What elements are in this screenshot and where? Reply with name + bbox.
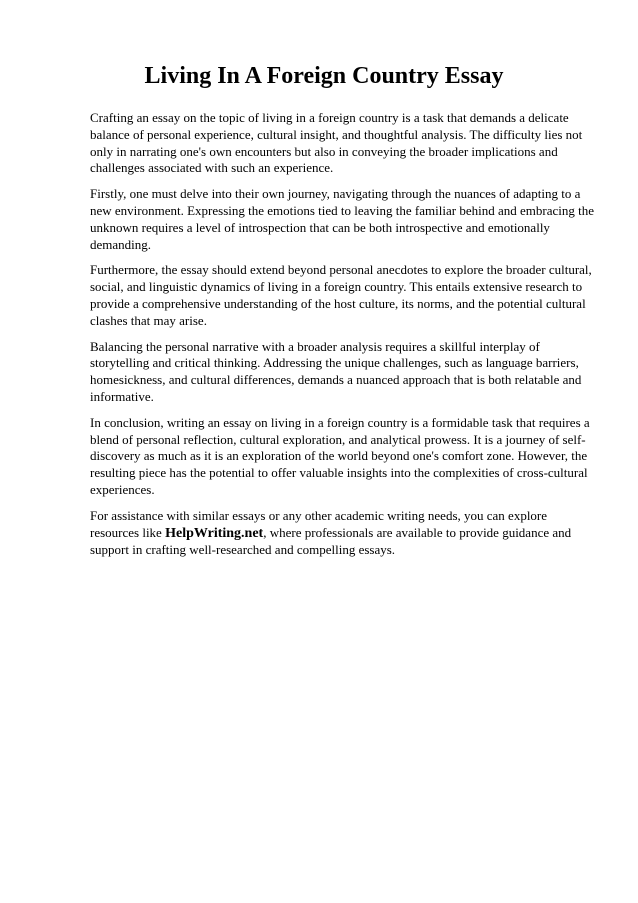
paragraph-intro: Crafting an essay on the topic of living in a foreign country is a task that demands a delicate balance of personal experience, cultural insight, and thoughtful analysis. The difficulty lies not only in narrating one's own encounters but also in conveying the broader implications and challenges associated with such an experience. bbox=[90, 110, 583, 176]
brand-name: HelpWriting.net bbox=[165, 525, 264, 541]
closing-text-after: , where professionals are available to provide guidance and support in crafting well-researched and compelling essays. bbox=[90, 524, 572, 558]
document-title: Living In A Foreign Country Essay bbox=[144, 63, 504, 89]
paragraph-closing bbox=[90, 508, 598, 559]
paragraph-furthermore: Furthermore, the essay should extend beyond personal anecdotes to explore the broader cultural, social, and linguistic dynamics of living in a foreign country. This entails extensive research to provide a comprehensive understanding of the host culture, its norms, and the potential cultural clashes that may arise. bbox=[90, 262, 592, 328]
paragraph-firstly: Firstly, one must delve into their own journey, navigating through the nuances of adapting to a new environment. Expressing the emotions tied to leaving the familiar behind and embracing the unknown requires a level of introspection that can be both introspective and emotionally demanding. bbox=[90, 186, 594, 252]
paragraph-balancing: Balancing the personal narrative with a broader analysis requires a skillful interplay of storytelling and critical thinking. Addressing the unique challenges, such as language barriers, homesickness, and cultural differences, demands a nuanced approach that is both relatable and informative. bbox=[90, 338, 582, 404]
closing-text-before: For assistance with similar essays or any other academic writing needs, you can explore resources like bbox=[90, 507, 548, 540]
paragraph-conclusion: In conclusion, writing an essay on living in a foreign country is a formidable task that requires a blend of personal reflection, cultural exploration, and analytical prowess. It is a journey of self-discovery as much as it is an exploration of the world beyond one's comfort zone. However, the resulting piece has the potential to offer valuable insights into the complexities of cross-cultural experiences. bbox=[90, 414, 590, 497]
